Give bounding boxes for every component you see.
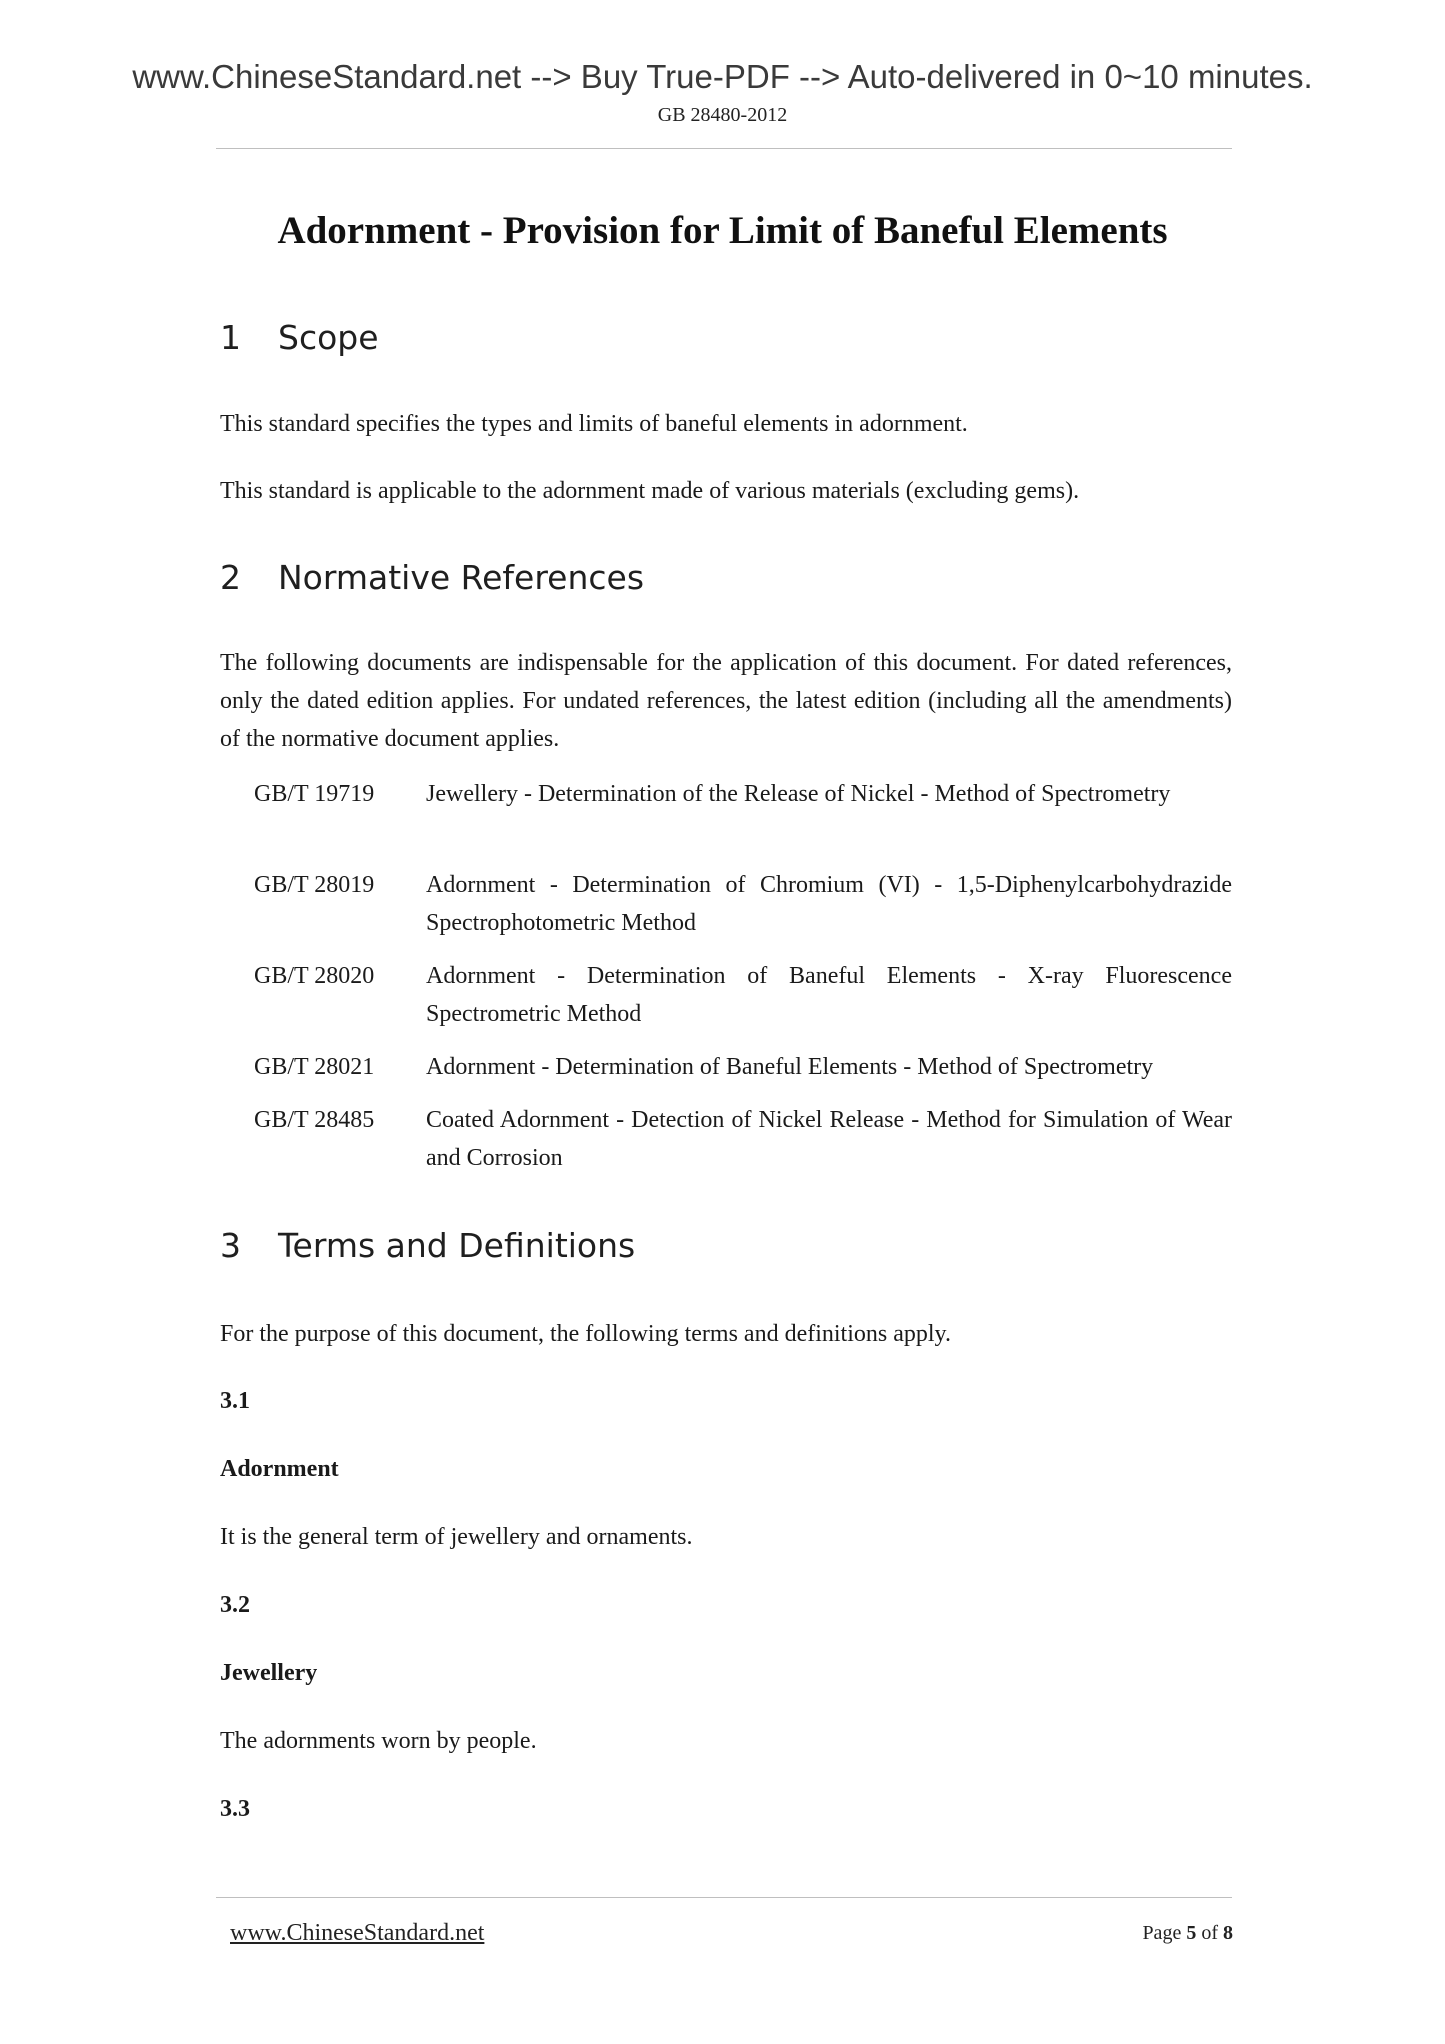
- reference-item: [254, 866, 1232, 942]
- term-name: Adornment: [220, 1456, 339, 1482]
- section-2-heading: [220, 558, 644, 597]
- page-total: 8: [1223, 1922, 1233, 1944]
- section-number: 3: [220, 1226, 241, 1265]
- reference-item: [254, 1101, 1232, 1177]
- section-number: 1: [220, 318, 241, 357]
- section-number: 2: [220, 558, 241, 597]
- page-prefix: Page: [1142, 1922, 1182, 1944]
- reference-item: [254, 957, 1232, 1033]
- reference-code: GB/T 28020: [254, 963, 375, 989]
- section-1-heading: [220, 318, 379, 357]
- term-number: 3.1: [220, 1388, 250, 1414]
- page-title: Adornment - Provision for Limit of Baneful Elements: [277, 209, 1168, 252]
- download-banner: www.ChineseStandard.net --> Buy True-PDF --> Auto-delivered in 0~10 minutes.: [132, 58, 1313, 95]
- section-title: Scope: [278, 318, 379, 357]
- term-definition: It is the general term of jewellery and ornaments.: [220, 1524, 693, 1550]
- reference-code: GB/T 19719: [254, 781, 375, 807]
- section-title: Normative References: [278, 558, 645, 597]
- section-3-heading: [220, 1226, 635, 1265]
- terms-intro: For the purpose of this document, the following terms and definitions apply.: [220, 1321, 951, 1347]
- term-number: 3.3: [220, 1796, 250, 1822]
- document-number: GB 28480-2012: [657, 104, 788, 126]
- page-indicator: [1142, 1922, 1233, 1945]
- header-divider: [216, 148, 1232, 149]
- term-number: 3.2: [220, 1592, 250, 1618]
- reference-code: GB/T 28021: [254, 1054, 375, 1080]
- reference-item: [254, 775, 1232, 813]
- footer-site-link[interactable]: www.ChineseStandard.net: [230, 1920, 485, 1946]
- scope-paragraph-1: This standard specifies the types and limits of baneful elements in adornment.: [220, 411, 968, 437]
- section-title: Terms and Definitions: [278, 1226, 636, 1265]
- reference-title: Adornment - Determination of Baneful Elements - X-ray Fluorescence Spectrometric Method: [426, 963, 1232, 1027]
- term-name: Jewellery: [220, 1660, 318, 1686]
- page-of: of: [1201, 1922, 1218, 1944]
- reference-title: Adornment - Determination of Chromium (VI) - 1,5-Diphenylcarbohydrazide Spectrophotometric Method: [426, 872, 1232, 936]
- reference-code: GB/T 28485: [254, 1107, 375, 1133]
- term-definition: The adornments worn by people.: [220, 1728, 537, 1754]
- page-current: 5: [1186, 1922, 1197, 1944]
- reference-code: GB/T 28019: [254, 872, 375, 898]
- reference-title: Jewellery - Determination of the Release of Nickel - Method of Spectrometry: [426, 781, 1171, 807]
- normative-intro: The following documents are indispensable for the application of this document. For dated references, only the dated edition applies. For undated references, the latest edition (including all the amendments) of the normative document applies.: [220, 650, 1232, 752]
- scope-paragraph-2: This standard is applicable to the adornment made of various materials (excluding gems).: [220, 478, 1080, 504]
- reference-title: Adornment - Determination of Baneful Elements - Method of Spectrometry: [426, 1054, 1154, 1080]
- reference-item: [254, 1048, 1232, 1086]
- footer-divider: [216, 1897, 1232, 1898]
- reference-title: Coated Adornment - Detection of Nickel Release - Method for Simulation of Wear and Corrosion: [426, 1107, 1232, 1171]
